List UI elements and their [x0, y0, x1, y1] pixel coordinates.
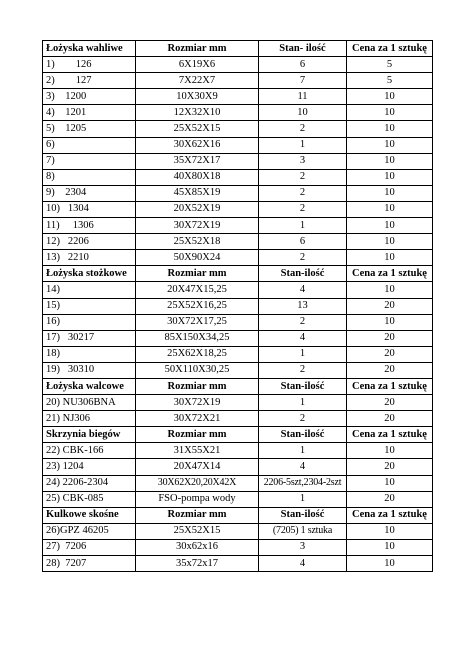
item-number-cell: 15): [43, 298, 136, 314]
item-number-cell: 2) 127: [43, 73, 136, 89]
table-row: [43, 73, 433, 89]
table-row: [43, 57, 433, 73]
table-row: [43, 234, 433, 250]
stock-cell: 4: [259, 459, 347, 475]
size-cell: 25X52X18: [136, 234, 259, 250]
size-cell: 25X52X15: [136, 523, 259, 539]
stock-header: Stan- ilość: [259, 41, 347, 57]
price-cell: 10: [347, 218, 433, 234]
section-title: Łożyska walcowe: [43, 378, 136, 394]
price-cell: 20: [347, 459, 433, 475]
table-row: [43, 250, 433, 266]
price-cell: 10: [347, 89, 433, 105]
size-header: Rozmiar mm: [136, 41, 259, 57]
item-number-cell: 6): [43, 137, 136, 153]
stock-cell: 2: [259, 250, 347, 266]
stock-cell: 1: [259, 137, 347, 153]
stock-cell: 6: [259, 234, 347, 250]
item-number-cell: 24) 2206-2304: [43, 475, 136, 491]
table-row: [43, 330, 433, 346]
table-row: [43, 556, 433, 572]
stock-cell: 2: [259, 411, 347, 427]
stock-cell: 2206-5szt,2304-2szt: [259, 475, 347, 491]
price-cell: 10: [347, 314, 433, 330]
table-row: [43, 121, 433, 137]
section-title: Łożyska wahliwe: [43, 41, 136, 57]
table-row: [43, 282, 433, 298]
size-cell: 40X80X18: [136, 169, 259, 185]
price-cell: 20: [347, 411, 433, 427]
size-cell: 30X62X20,20X42X: [136, 475, 259, 491]
section-title: Skrzynia biegów: [43, 427, 136, 443]
item-number-cell: 1) 126: [43, 57, 136, 73]
stock-cell: 6: [259, 57, 347, 73]
size-cell: 10X30X9: [136, 89, 259, 105]
price-header: Cena za 1 sztukę: [347, 266, 433, 282]
table-row: [43, 298, 433, 314]
table-row: [43, 314, 433, 330]
price-cell: 10: [347, 556, 433, 572]
stock-cell: 1: [259, 443, 347, 459]
size-cell: 30X72X19: [136, 218, 259, 234]
table-row: [43, 169, 433, 185]
bearing-table: [42, 40, 433, 572]
size-cell: 50X90X24: [136, 250, 259, 266]
stock-cell: 10: [259, 105, 347, 121]
table-row: [43, 201, 433, 217]
price-header: Cena za 1 sztukę: [347, 378, 433, 394]
item-number-cell: 17) 30217: [43, 330, 136, 346]
size-cell: 35X72X17: [136, 153, 259, 169]
table-row: [43, 105, 433, 121]
stock-cell: 2: [259, 201, 347, 217]
item-number-cell: 28) 7207: [43, 556, 136, 572]
item-number-cell: 12) 2206: [43, 234, 136, 250]
stock-header: Stan-ilość: [259, 266, 347, 282]
stock-cell: 2: [259, 362, 347, 378]
stock-cell: 13: [259, 298, 347, 314]
table-row: [43, 491, 433, 507]
stock-cell: 4: [259, 556, 347, 572]
stock-cell: 2: [259, 121, 347, 137]
price-cell: 10: [347, 443, 433, 459]
stock-cell: 4: [259, 330, 347, 346]
stock-cell: 2: [259, 314, 347, 330]
size-cell: 30X72X21: [136, 411, 259, 427]
table-row: [43, 185, 433, 201]
size-cell: 25X62X18,25: [136, 346, 259, 362]
price-cell: 10: [347, 523, 433, 539]
stock-cell: 3: [259, 153, 347, 169]
item-number-cell: 8): [43, 169, 136, 185]
stock-cell: 1: [259, 218, 347, 234]
table-row: [43, 539, 433, 555]
size-cell: 7X22X7: [136, 73, 259, 89]
price-cell: 20: [347, 346, 433, 362]
item-number-cell: 27) 7206: [43, 539, 136, 555]
item-number-cell: 22) CBK-166: [43, 443, 136, 459]
table-row: [43, 362, 433, 378]
size-header: Rozmiar mm: [136, 507, 259, 523]
size-cell: 31X55X21: [136, 443, 259, 459]
section-title: Łożyska stożkowe: [43, 266, 136, 282]
stock-cell: 1: [259, 395, 347, 411]
item-number-cell: 13) 2210: [43, 250, 136, 266]
section-header-row: [43, 427, 433, 443]
bearing-table-body: [43, 41, 433, 572]
table-row: [43, 475, 433, 491]
price-cell: 10: [347, 169, 433, 185]
item-number-cell: 20) NU306BNA: [43, 395, 136, 411]
table-row: [43, 395, 433, 411]
stock-cell: 2: [259, 169, 347, 185]
section-title: Kulkowe skośne: [43, 507, 136, 523]
item-number-cell: 10) 1304: [43, 201, 136, 217]
stock-cell: 7: [259, 73, 347, 89]
section-header-row: [43, 266, 433, 282]
table-row: [43, 346, 433, 362]
item-number-cell: 11) 1306: [43, 218, 136, 234]
stock-cell: 4: [259, 282, 347, 298]
stock-cell: 3: [259, 539, 347, 555]
price-cell: 20: [347, 395, 433, 411]
table-row: [43, 89, 433, 105]
stock-header: Stan-ilość: [259, 427, 347, 443]
price-cell: 10: [347, 201, 433, 217]
price-cell: 10: [347, 282, 433, 298]
price-header: Cena za 1 sztukę: [347, 507, 433, 523]
size-cell: 30X62X16: [136, 137, 259, 153]
item-number-cell: 16): [43, 314, 136, 330]
section-header-row: [43, 41, 433, 57]
table-row: [43, 137, 433, 153]
item-number-cell: 9) 2304: [43, 185, 136, 201]
size-cell: 45X85X19: [136, 185, 259, 201]
price-cell: 10: [347, 234, 433, 250]
size-cell: 6X19X6: [136, 57, 259, 73]
price-cell: 5: [347, 73, 433, 89]
price-cell: 20: [347, 362, 433, 378]
price-cell: 5: [347, 57, 433, 73]
size-header: Rozmiar mm: [136, 427, 259, 443]
price-cell: 10: [347, 539, 433, 555]
price-cell: 10: [347, 121, 433, 137]
price-cell: 20: [347, 491, 433, 507]
section-header-row: [43, 507, 433, 523]
size-cell: 85X150X34,25: [136, 330, 259, 346]
item-number-cell: 14): [43, 282, 136, 298]
item-number-cell: 23) 1204: [43, 459, 136, 475]
size-cell: FSO-pompa wody: [136, 491, 259, 507]
price-header: Cena za 1 sztukę: [347, 427, 433, 443]
stock-cell: 1: [259, 491, 347, 507]
size-cell: 30x62x16: [136, 539, 259, 555]
price-header: Cena za 1 sztukę: [347, 41, 433, 57]
item-number-cell: 4) 1201: [43, 105, 136, 121]
stock-cell: 1: [259, 346, 347, 362]
item-number-cell: 26)GPZ 46205: [43, 523, 136, 539]
stock-cell: 11: [259, 89, 347, 105]
price-cell: 10: [347, 475, 433, 491]
table-row: [43, 218, 433, 234]
price-cell: 10: [347, 105, 433, 121]
table-row: [43, 153, 433, 169]
item-number-cell: 5) 1205: [43, 121, 136, 137]
stock-header: Stan-ilość: [259, 378, 347, 394]
size-cell: 50X110X30,25: [136, 362, 259, 378]
price-cell: 10: [347, 137, 433, 153]
size-header: Rozmiar mm: [136, 266, 259, 282]
item-number-cell: 25) CBK-085: [43, 491, 136, 507]
item-number-cell: 19) 30310: [43, 362, 136, 378]
size-cell: 35x72x17: [136, 556, 259, 572]
price-cell: 20: [347, 330, 433, 346]
item-number-cell: 3) 1200: [43, 89, 136, 105]
size-cell: 25X52X16,25: [136, 298, 259, 314]
size-cell: 12X32X10: [136, 105, 259, 121]
size-cell: 30X72X17,25: [136, 314, 259, 330]
stock-cell: (7205) 1 sztuka: [259, 523, 347, 539]
size-cell: 30X72X19: [136, 395, 259, 411]
item-number-cell: 18): [43, 346, 136, 362]
size-cell: 25X52X15: [136, 121, 259, 137]
price-cell: 10: [347, 250, 433, 266]
price-cell: 10: [347, 185, 433, 201]
stock-header: Stan-ilość: [259, 507, 347, 523]
section-header-row: [43, 378, 433, 394]
table-row: [43, 443, 433, 459]
item-number-cell: 21) NJ306: [43, 411, 136, 427]
price-cell: 20: [347, 298, 433, 314]
table-row: [43, 411, 433, 427]
table-row: [43, 459, 433, 475]
item-number-cell: 7): [43, 153, 136, 169]
size-cell: 20X47X14: [136, 459, 259, 475]
size-cell: 20X47X15,25: [136, 282, 259, 298]
price-cell: 10: [347, 153, 433, 169]
document-page: [42, 40, 432, 572]
table-row: [43, 523, 433, 539]
size-cell: 20X52X19: [136, 201, 259, 217]
size-header: Rozmiar mm: [136, 378, 259, 394]
stock-cell: 2: [259, 185, 347, 201]
